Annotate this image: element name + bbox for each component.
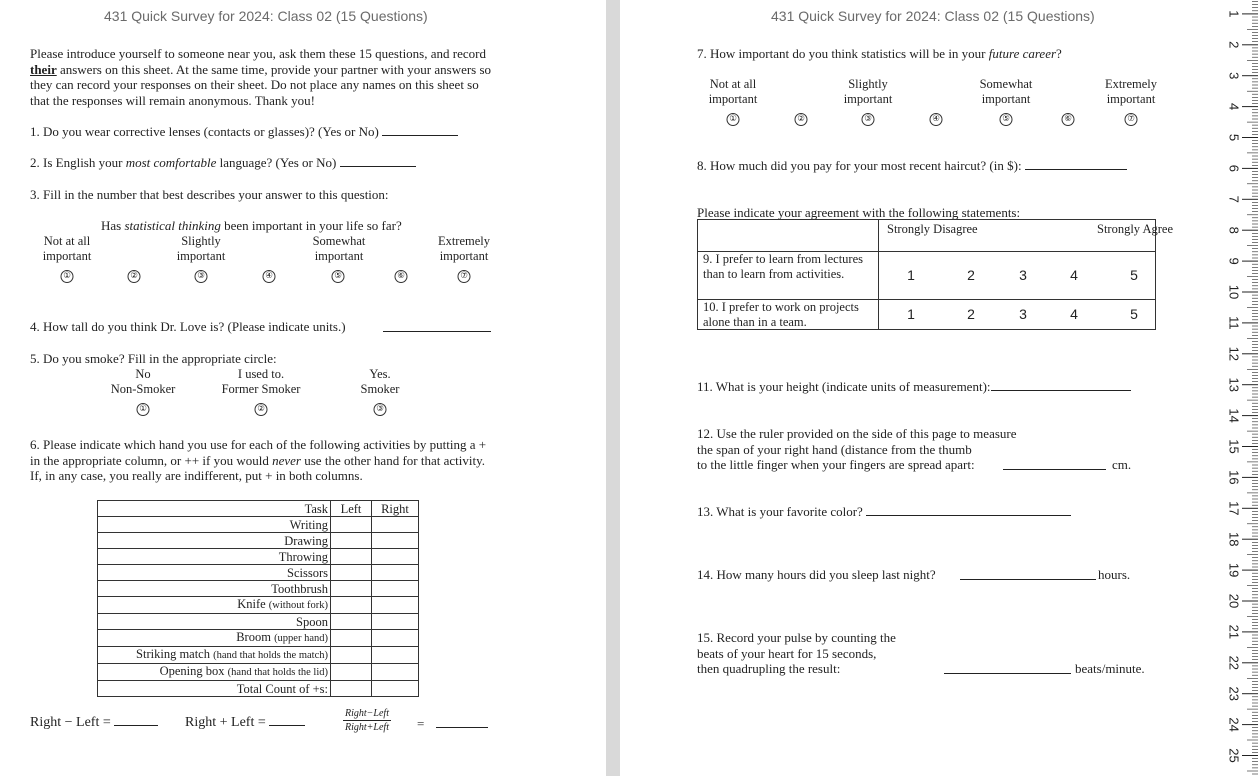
task-cell: Opening box (hand that holds the lid) xyxy=(98,664,331,681)
right-hand-cell[interactable] xyxy=(372,681,419,697)
ruler-number: 21 xyxy=(1226,624,1242,640)
page-header: 431 Quick Survey for 2024: Class 02 (15 Questions) xyxy=(104,8,428,24)
answer-blank-4[interactable] xyxy=(383,320,491,332)
question-13: 13. What is your favorite color? xyxy=(697,504,1071,520)
question-7: 7. How important do you think statistics will be in your future career? xyxy=(697,46,1062,61)
q15-unit: beats/minute. xyxy=(1075,661,1145,676)
q7-option-3[interactable]: ③ xyxy=(862,113,875,126)
q12-unit: cm. xyxy=(1112,457,1132,472)
right-hand-cell[interactable] xyxy=(372,581,419,597)
statement-row-9 xyxy=(698,252,1156,300)
left-hand-cell[interactable] xyxy=(331,533,372,549)
intro-paragraph: Please introduce yourself to someone near you, ask them these 15 questions, and record their answers on this sheet. At the same time, provide your partner with your answers so they can record your responses on their sheet. Do not place any names on this sheet so that the responses will remain anonymous. Thank you! xyxy=(30,46,492,108)
formula-equals: = xyxy=(417,716,425,731)
scale-label-not-at-all: Not at all important xyxy=(42,234,92,263)
table-row xyxy=(98,664,419,681)
ruler-graphic xyxy=(1220,0,1258,776)
right-hand-cell[interactable] xyxy=(372,565,419,581)
statement-10-option-5[interactable]: 5 xyxy=(1130,306,1138,322)
ruler-number: 17 xyxy=(1226,501,1242,516)
statement-9: 9. I prefer to learn from lectures than to learn from activities. xyxy=(698,252,879,300)
left-hand-cell[interactable] xyxy=(331,517,372,533)
ruler-number: 8 xyxy=(1226,226,1242,234)
cm-ruler xyxy=(1220,0,1258,776)
question-1: 1. Do you wear corrective lenses (contacts or glasses)? (Yes or No) xyxy=(30,124,458,140)
task-cell: Drawing xyxy=(98,533,331,549)
scale-label-somewhat: Somewhat important xyxy=(312,234,366,263)
scale-label-slightly: Slightly important xyxy=(176,234,226,263)
statement-9-option-4[interactable]: 4 xyxy=(1070,267,1078,283)
formula-sum: Right + Left = xyxy=(185,714,305,731)
task-cell: Broom (upper hand) xyxy=(98,630,331,647)
answer-blank-14[interactable] xyxy=(960,568,1096,580)
q7-option-4[interactable]: ④ xyxy=(930,113,943,126)
task-cell: Striking match (hand that holds the match) xyxy=(98,647,331,664)
q7-label-slightly: Slightly important xyxy=(843,77,893,106)
table-row xyxy=(98,597,419,614)
q7-option-6[interactable]: ⑥ xyxy=(1062,113,1075,126)
ruler-number: 18 xyxy=(1226,531,1242,547)
question-12: 12. Use the ruler provided on the side of this page to measure the span of your right hand (distance from the thumb to the little finger when your fingers are spread apart: xyxy=(697,426,1017,472)
table-row xyxy=(98,681,419,697)
left-hand-cell[interactable] xyxy=(331,664,372,681)
question-6: 6. Please indicate which hand you use for each of the following activities by putting a + in the appropriate column, or ++ if you would never use the other hand for that activity. If, in any case, you really are indifferent, put + in both columns. xyxy=(30,437,487,483)
question-11: 11. What is your height (indicate units of measurement): xyxy=(697,379,1131,395)
right-hand-cell[interactable] xyxy=(372,647,419,664)
statement-10-option-2[interactable]: 2 xyxy=(967,306,975,322)
ruler-number: 6 xyxy=(1226,164,1242,173)
right-hand-cell[interactable] xyxy=(372,517,419,533)
question-8: 8. How much did you pay for your most recent haircut? (in $): xyxy=(697,158,1127,174)
task-cell: Toothbrush xyxy=(98,581,331,597)
ruler-number: 25 xyxy=(1226,748,1242,763)
statement-10-scale xyxy=(879,300,1156,330)
statement-9-scale xyxy=(879,252,1156,300)
q14-unit: hours. xyxy=(1098,567,1131,582)
intro-emphasis: their xyxy=(30,61,57,77)
agreement-intro: Please indicate your agreement with the following statements: xyxy=(697,205,1021,220)
table-row xyxy=(98,581,419,597)
statement-10: 10. I prefer to work on projects alone than in a team. xyxy=(698,300,879,330)
answer-blank-11[interactable] xyxy=(991,379,1131,391)
table-row xyxy=(98,533,419,549)
column-header-left: Left xyxy=(331,501,372,517)
survey-page-right xyxy=(620,0,1220,776)
table-row xyxy=(98,647,419,664)
ruler-number: 10 xyxy=(1226,284,1242,300)
formula-diff-blank[interactable] xyxy=(114,714,158,726)
left-hand-cell[interactable] xyxy=(331,647,372,664)
task-cell: Knife (without fork) xyxy=(98,597,331,614)
right-hand-cell[interactable] xyxy=(372,614,419,630)
formula-diff: Right − Left = xyxy=(30,714,158,731)
right-hand-cell[interactable] xyxy=(372,533,419,549)
answer-blank-15[interactable] xyxy=(944,662,1071,674)
agreement-table xyxy=(697,219,1174,330)
q3-option-5[interactable]: ⑤ xyxy=(332,270,345,283)
task-cell: Total Count of +s: xyxy=(98,681,331,697)
formula-fraction: $\frac{\text{Right−Left}}{\text{Right+Left}}$ xyxy=(345,708,389,733)
ruler-number: 16 xyxy=(1226,470,1242,485)
statement-9-option-2[interactable]: 2 xyxy=(967,267,975,283)
table-header-row xyxy=(98,501,419,517)
question-3: 3. Fill in the number that best describes your answer to this question: xyxy=(30,187,389,202)
right-hand-cell[interactable] xyxy=(372,664,419,681)
statement-10-option-1[interactable]: 1 xyxy=(907,306,915,322)
table-row xyxy=(98,565,419,581)
q3-option-6[interactable]: ⑥ xyxy=(395,270,408,283)
q3-option-2[interactable]: ② xyxy=(128,270,141,283)
question-5: 5. Do you smoke? Fill in the appropriate circle: xyxy=(30,351,277,366)
ruler-number: 14 xyxy=(1226,408,1242,423)
statement-10-option-4[interactable]: 4 xyxy=(1070,306,1078,322)
ruler-number: 3 xyxy=(1226,72,1242,80)
right-hand-cell[interactable] xyxy=(372,597,419,614)
agreement-header-row xyxy=(698,220,1156,252)
answer-blank-12[interactable] xyxy=(1003,458,1106,470)
strongly-disagree-label: Strongly Disagree xyxy=(887,222,978,236)
q7-label-extremely: Extremely important xyxy=(1104,77,1158,106)
question-14: 14. How many hours did you sleep last night? xyxy=(697,567,936,582)
q7-label-somewhat: Somewhat important xyxy=(979,77,1033,106)
scale-label-extremely: Extremely important xyxy=(437,234,491,263)
ruler-number: 22 xyxy=(1226,655,1242,671)
left-hand-cell[interactable] xyxy=(331,630,372,647)
q5-option-1[interactable]: ① xyxy=(137,403,150,416)
q3-option-4[interactable]: ④ xyxy=(263,270,276,283)
left-hand-cell[interactable] xyxy=(331,681,372,697)
q7-option-1[interactable]: ① xyxy=(727,113,740,126)
q7-option-2[interactable]: ② xyxy=(795,113,808,126)
page-header-right: 431 Quick Survey for 2024: Class 02 (15 Questions) xyxy=(771,8,1095,24)
table-row xyxy=(98,517,419,533)
ruler-number: 7 xyxy=(1226,195,1242,203)
question-2: 2. Is English your most comfortable language? (Yes or No) xyxy=(30,155,416,171)
page-gap xyxy=(606,0,620,776)
ruler-number: 13 xyxy=(1226,377,1242,392)
answer-blank-2[interactable] xyxy=(340,155,416,167)
formula-ratio-blank[interactable] xyxy=(436,716,488,728)
ruler-number: 15 xyxy=(1226,439,1242,454)
ruler-number: 11 xyxy=(1226,316,1242,330)
survey-page-left xyxy=(0,0,606,776)
right-hand-cell[interactable] xyxy=(372,549,419,565)
left-hand-cell[interactable] xyxy=(331,581,372,597)
answer-blank-13[interactable] xyxy=(866,504,1071,516)
statement-9-option-3[interactable]: 3 xyxy=(1019,267,1027,283)
task-cell: Scissors xyxy=(98,565,331,581)
table-row xyxy=(98,614,419,630)
column-header-task: Task xyxy=(98,501,331,517)
q3-option-7[interactable]: ⑦ xyxy=(458,270,471,283)
task-cell: Spoon xyxy=(98,614,331,630)
q7-label-not-at-all: Not at all important xyxy=(708,77,758,106)
question-3-prompt: Has statistical thinking been important in your life so far? xyxy=(101,218,402,233)
table-row xyxy=(98,549,419,565)
right-hand-cell[interactable] xyxy=(372,630,419,647)
ruler-number: 2 xyxy=(1226,41,1242,49)
ruler-number: 23 xyxy=(1226,686,1242,701)
table-row xyxy=(98,630,419,647)
column-header-right: Right xyxy=(372,501,419,517)
left-hand-cell[interactable] xyxy=(331,565,372,581)
strongly-agree-label: Strongly Agree xyxy=(1097,222,1174,236)
q7-option-7[interactable]: ⑦ xyxy=(1125,113,1138,126)
left-hand-cell[interactable] xyxy=(331,597,372,614)
ruler-number: 4 xyxy=(1226,102,1242,111)
ruler-number: 5 xyxy=(1226,133,1242,142)
q3-option-3[interactable]: ③ xyxy=(195,270,208,283)
ruler-number: 12 xyxy=(1226,346,1242,362)
formula-sum-blank[interactable] xyxy=(269,714,305,726)
ruler-number: 19 xyxy=(1226,562,1242,578)
left-hand-cell[interactable] xyxy=(331,614,372,630)
q5-option-label-former: I used to. Former Smoker xyxy=(221,367,301,396)
task-cell: Throwing xyxy=(98,549,331,565)
statement-row-10 xyxy=(698,300,1156,330)
answer-blank-8[interactable] xyxy=(1025,158,1127,170)
statement-10-option-3[interactable]: 3 xyxy=(1019,306,1027,322)
q5-option-label-no: No Non-Smoker xyxy=(110,367,176,396)
task-cell: Writing xyxy=(98,517,331,533)
statement-9-option-5[interactable]: 5 xyxy=(1130,267,1138,283)
ruler-number: 24 xyxy=(1226,717,1242,732)
ruler-number: 1 xyxy=(1226,10,1242,18)
q7-option-5[interactable]: ⑤ xyxy=(1000,113,1013,126)
statement-9-option-1[interactable]: 1 xyxy=(907,267,915,283)
q5-option-3[interactable]: ③ xyxy=(374,403,387,416)
answer-blank-1[interactable] xyxy=(382,124,458,136)
question-15: 15. Record your pulse by counting the beats of your heart for 15 seconds, then quadrupling the result: xyxy=(697,630,896,676)
handedness-rows xyxy=(98,517,419,697)
handedness-table xyxy=(97,500,419,697)
ruler-number: 9 xyxy=(1226,257,1242,265)
ruler-number: 20 xyxy=(1226,593,1242,609)
question-4: 4. How tall do you think Dr. Love is? (Please indicate units.) xyxy=(30,319,346,334)
q5-option-2[interactable]: ② xyxy=(255,403,268,416)
q5-option-label-yes: Yes. Smoker xyxy=(360,367,400,396)
left-hand-cell[interactable] xyxy=(331,549,372,565)
q3-option-1[interactable]: ① xyxy=(61,270,74,283)
